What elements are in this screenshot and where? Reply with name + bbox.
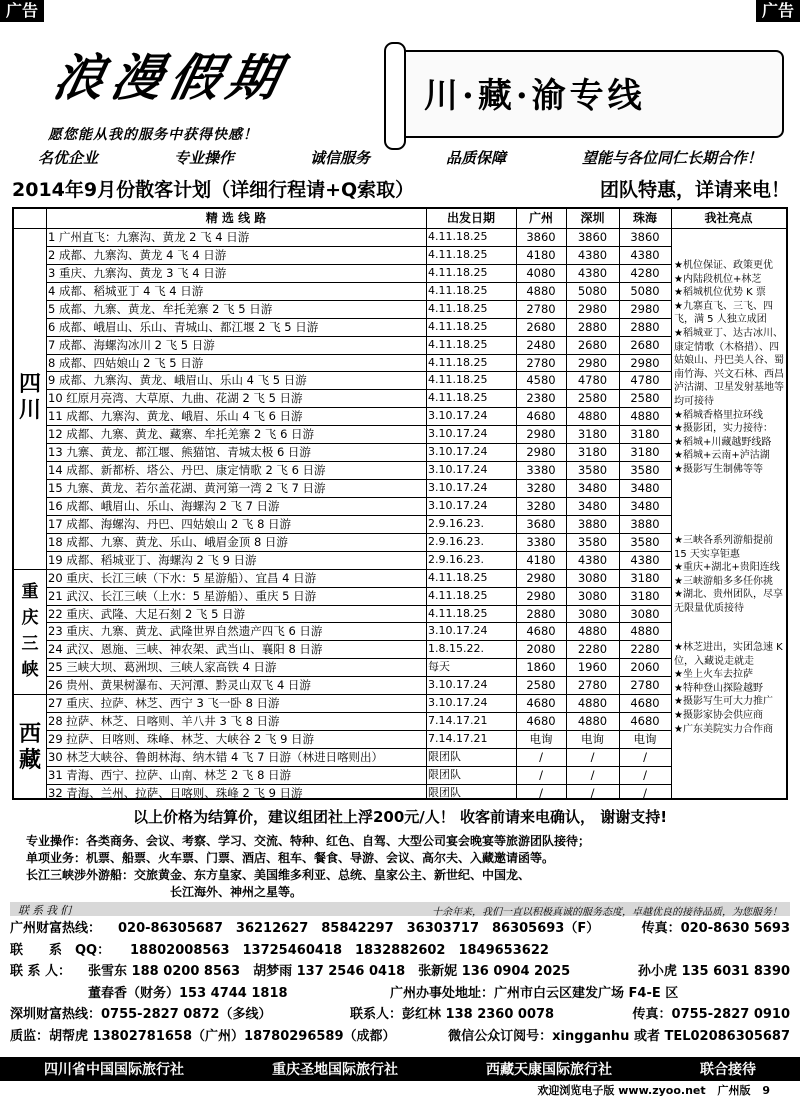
- price-note: 以上价格为结算价，建议组团社上浮200元/人！ 收客前请来电确认， 谢谢支持!: [132, 808, 668, 826]
- gz-fax: 传真：020-8630 5693: [641, 921, 790, 936]
- price-gz-cell: 2680: [526, 319, 556, 334]
- route-cell: 17 成都、海螺沟、丹巴、四姑娘山 2 飞 8 日游: [48, 516, 292, 531]
- table-row: [46, 748, 671, 766]
- highlight-item: ★摄影写生可大力推广: [674, 696, 773, 708]
- qq-numbers: 18802008563 13725460418 1832882602 1849653622: [130, 942, 549, 958]
- route-cell: 8 成都、四姑娘山 2 飞 5 日游: [48, 355, 204, 370]
- price-zh-cell: 4380: [630, 247, 660, 262]
- route-cell: 2 成都、九寨沟、黄龙 4 飞 4 日游: [48, 247, 227, 262]
- table-row: [46, 622, 671, 640]
- price-zh-cell: 2980: [630, 301, 660, 316]
- header: [0, 22, 800, 142]
- date-cell: 每天: [428, 660, 450, 674]
- highlight-item: ★湖北、贵州团队，尽享无限量优质接待: [674, 589, 783, 614]
- sz-hotline: 深圳财富热线：0755-2827 0872（多线）: [10, 1007, 272, 1022]
- ad-label-right: 广告: [756, 0, 800, 22]
- table-row: [46, 389, 671, 407]
- qq-label: 联 系 QQ：: [10, 942, 111, 958]
- table-row: [46, 784, 671, 802]
- quality-contact: 质监：胡帮虎 13802781658（广州）18780296589（成都）: [10, 1028, 396, 1044]
- route-cell: 30 林芝大峡谷、鲁朗林海、纳木错 4 飞 7 日游（林进日喀则出）: [48, 749, 384, 764]
- route-cell: 6 成都、峨眉山、乐山、青城山、都江堰 2 飞 5 日游: [48, 319, 319, 334]
- price-gz-cell: 3280: [526, 481, 556, 496]
- persons-label: 联 系 人：: [10, 964, 72, 979]
- column-divider: [46, 209, 47, 798]
- price-gz-cell: 2980: [526, 588, 556, 603]
- price-sz-cell: 3580: [577, 463, 608, 478]
- highlight-item: ★稻城机位优势 K 票: [674, 287, 766, 299]
- region-label: 重 庆 三 峡: [21, 582, 39, 681]
- price-sz-cell: 1960: [577, 660, 608, 675]
- highlight-item: ★坐上火车去拉萨: [674, 669, 753, 681]
- price-sz-cell: 3180: [577, 445, 608, 460]
- table-row: [46, 712, 671, 730]
- price-gz-cell: 4880: [526, 283, 556, 298]
- highlight-item: ★特种登山探险越野: [674, 682, 763, 694]
- price-sz-cell: 电询: [581, 732, 604, 747]
- price-sz-cell: 3480: [577, 498, 608, 513]
- gz-hotline: 020-86305687 36212627 85842297 36303717 86305693（F）: [118, 921, 600, 936]
- price-gz-cell: 2880: [526, 606, 556, 621]
- price-gz-cell: 2980: [526, 570, 556, 585]
- price-zh-cell: /: [643, 785, 647, 800]
- route-cell: 10 红原月亮湾、大草原、九曲、花湖 2 飞 5 日游: [48, 391, 303, 406]
- route-cell: 1 广州直飞：九寨沟、黄龙 2 飞 4 日游: [48, 230, 250, 244]
- price-zh-cell: 电询: [633, 732, 657, 747]
- region-label: 西 藏: [18, 721, 41, 773]
- highlight-item: ★稻城香格里拉环线: [674, 409, 763, 421]
- price-sz-cell: /: [590, 749, 595, 764]
- price-zh-cell: 2980: [630, 355, 660, 370]
- price-zh-cell: 4680: [630, 696, 660, 711]
- price-gz-cell: /: [539, 749, 543, 764]
- price-sz-cell: 5080: [577, 283, 608, 298]
- price-sz-cell: 4880: [577, 624, 608, 639]
- highlight-item: ★稻城+川藏越野线路: [674, 436, 772, 448]
- table-row: [46, 766, 671, 784]
- date-cell: 3.10.17.24: [428, 409, 488, 423]
- motto: 诚信服务: [309, 149, 370, 167]
- column-divider: [619, 209, 620, 798]
- price-zh-cell: 2880: [630, 319, 660, 334]
- price-gz-cell: 3860: [526, 230, 556, 244]
- price-gz-cell: 2980: [526, 427, 556, 442]
- price-sz-cell: 3480: [577, 481, 608, 496]
- price-sz-cell: 4380: [577, 552, 608, 567]
- plan-title: 2014年9月份散客计划（详细行程请+Q索取）: [12, 178, 415, 201]
- table-row: [46, 569, 671, 587]
- table-row: [46, 497, 671, 515]
- date-cell: 3.10.17.24: [428, 498, 488, 512]
- price-gz-cell: 2480: [526, 337, 556, 352]
- date-cell: 7.14.17.21: [428, 732, 488, 746]
- price-gz-cell: 2780: [526, 355, 556, 370]
- route-cell: 5 成都、九寨、黄龙、牟托羌寨 2 飞 5 日游: [48, 301, 273, 316]
- price-zh-cell: 3480: [630, 498, 660, 513]
- route-cell: 7 成都、海螺沟冰川 2 飞 5 日游: [48, 337, 215, 352]
- highlight-item: ★稻城+云南+泸沽湖: [674, 450, 770, 462]
- table-row: [46, 515, 671, 533]
- banner-scroll: [394, 50, 784, 138]
- price-sz-cell: 2580: [577, 391, 608, 406]
- header-divider: [14, 228, 786, 229]
- price-zh-cell: 2280: [630, 642, 660, 657]
- price-zh-cell: 4280: [630, 265, 660, 280]
- price-gz-cell: 4680: [526, 409, 556, 424]
- route-cell: 15 九寨、黄龙、若尔盖花湖、黄河第一湾 2 飞 7 日游: [48, 481, 326, 496]
- price-gz-cell: 2780: [526, 301, 556, 316]
- route-cell: 4 成都、稻城亚丁 4 飞 4 日游: [48, 283, 204, 298]
- price-sz-cell: /: [590, 767, 595, 782]
- date-cell: 3.10.17.24: [428, 696, 488, 710]
- table-row: [46, 443, 671, 461]
- price-zh-cell: 3580: [630, 534, 660, 549]
- price-sz-cell: 2780: [577, 678, 608, 693]
- region-label: 四 川: [18, 372, 41, 424]
- tour-table: [12, 207, 788, 800]
- highlights-block: [674, 641, 786, 736]
- date-cell: 3.10.17.24: [428, 427, 488, 441]
- gz-hotline-label: 广州财富热线：: [10, 921, 102, 936]
- table-row: [46, 228, 671, 246]
- price-zh-cell: 3580: [630, 463, 660, 478]
- price-sz-cell: 4380: [577, 265, 608, 280]
- price-gz-cell: 4680: [526, 714, 556, 729]
- price-zh-cell: 2060: [630, 660, 660, 675]
- table-row: [46, 640, 671, 658]
- column-divider: [671, 209, 672, 798]
- team-note: 团队特惠，详请来电！: [599, 178, 790, 201]
- table-row: [46, 371, 671, 389]
- highlight-item: ★林芝进出，实团急速 K 位，入藏说走就走: [674, 642, 783, 667]
- date-cell: 限团队: [428, 767, 461, 781]
- route-cell: 32 青海、兰州、拉萨、日喀则、珠峰 2 飞 9 日游: [48, 785, 303, 800]
- table-row: [46, 264, 671, 282]
- date-cell: 4.11.18.25: [428, 301, 488, 315]
- column-divider: [426, 209, 427, 798]
- footer-agencies: [0, 1057, 800, 1081]
- price-zh-cell: 4880: [630, 409, 660, 424]
- date-cell: 3.10.17.24: [428, 463, 488, 477]
- highlight-item: ★三峡各系列游船提前 15 天实享钜惠: [674, 535, 773, 560]
- route-cell: 14 成都、新都桥、塔公、丹巴、康定情歌 2 飞 6 日游: [48, 463, 326, 478]
- price-zh-cell: 2580: [630, 391, 660, 406]
- date-cell: 4.11.18.25: [428, 230, 488, 243]
- price-zh-cell: 3180: [630, 445, 660, 460]
- price-gz-cell: 2980: [526, 445, 556, 460]
- price-sz-cell: 3580: [577, 534, 608, 549]
- route-cell: 13 九寨、黄龙、都江堰、熊猫馆、青城太极 6 日游: [48, 445, 311, 460]
- persons: 张雪东 188 0200 8563 胡梦雨 137 2546 0418 张新妮 136 0904 2025: [88, 964, 571, 979]
- table-row: [46, 354, 671, 372]
- date-cell: 2.9.16.23.: [428, 552, 484, 566]
- banner-title: 川·藏·渝专线: [424, 76, 646, 116]
- highlights-block: [674, 259, 786, 477]
- table-row: [46, 587, 671, 605]
- highlight-item: ★机位保证、政策更优: [674, 260, 773, 271]
- motto: 品质保障: [445, 149, 506, 167]
- date-cell: 4.11.18.25: [428, 319, 488, 333]
- price-gz-cell: 4680: [526, 696, 556, 711]
- price-sz-cell: 4380: [577, 247, 608, 262]
- price-gz-cell: 3680: [526, 516, 556, 531]
- finance-contact: 董春香（财务）153 4744 1818: [88, 985, 288, 1001]
- table-row: [46, 300, 671, 318]
- motto: 望能与各位同仁长期合作！: [581, 149, 762, 167]
- price-sz-cell: 2980: [577, 355, 608, 370]
- business-line: 单项业务：机票、船票、火车票、门票、酒店、租车、餐食、导游、会议、高尔夫、入藏邀请函等。: [26, 851, 555, 865]
- price-zh-cell: 4880: [630, 624, 660, 639]
- date-cell: 4.11.18.25: [428, 337, 488, 351]
- brand-logo: 浪漫假期: [47, 48, 293, 107]
- table-row: [46, 425, 671, 443]
- price-sz-cell: 3880: [577, 516, 608, 531]
- col-header-gz: 广州: [528, 211, 553, 225]
- date-cell: 4.11.18.25: [428, 283, 488, 297]
- route-cell: 27 重庆、拉萨、林芝、西宁 3 飞一卧 8 日游: [48, 696, 280, 711]
- price-zh-cell: 2680: [630, 337, 660, 352]
- highlight-item: ★内陆段机位+林芝: [674, 273, 762, 285]
- contact-band-motto: 十余年来，我们一直以积极真诚的服务态度，卓越优良的接待品质，为您服务！: [432, 907, 782, 918]
- highlight-item: ★重庆+湖北+贵阳连线: [674, 562, 780, 574]
- table-row: [46, 461, 671, 479]
- table-row: [46, 694, 671, 712]
- table-row: [46, 407, 671, 425]
- price-sz-cell: 2880: [577, 319, 608, 334]
- price-sz-cell: 2680: [577, 337, 608, 352]
- price-sz-cell: 4880: [577, 696, 608, 711]
- agency: 西藏天康国际旅行社: [486, 1062, 612, 1078]
- price-sz-cell: 4880: [577, 409, 608, 424]
- sz-person: 联系人：彭红林 138 2360 0078: [350, 1007, 555, 1022]
- price-sz-cell: 3080: [577, 606, 608, 621]
- highlight-item: ★稻城亚丁、达古冰川、康定情歌（木格措）、四姑娘山、丹巴美人谷、蜀南竹海、兴文石林、西昌泸沽湖、卫星发射基地等均可接待: [674, 327, 784, 407]
- price-gz-cell: 3280: [526, 498, 556, 513]
- date-cell: 2.9.16.23.: [428, 516, 484, 530]
- price-gz-cell: /: [539, 767, 543, 782]
- motto: 名优企业: [37, 149, 98, 167]
- route-cell: 16 成都、峨眉山、乐山、海螺沟 2 飞 7 日游: [48, 498, 280, 513]
- price-gz-cell: 电询: [529, 732, 553, 747]
- price-gz-cell: 2080: [526, 642, 556, 657]
- highlight-item: ★广东美院实力合作商: [674, 723, 773, 735]
- route-cell: 22 重庆、武隆、大足石刻 2 飞 5 日游: [48, 606, 246, 621]
- page-number: 9: [762, 1084, 770, 1097]
- price-gz-cell: 4580: [526, 373, 556, 388]
- price-gz-cell: 4080: [526, 265, 556, 280]
- column-divider: [516, 209, 517, 798]
- date-cell: 4.11.18.25: [428, 355, 488, 369]
- price-zh-cell: 3180: [630, 588, 660, 603]
- highlight-item: ★三峡游船多多任你挑: [674, 575, 773, 587]
- agency: 重庆圣地国际旅行社: [272, 1062, 398, 1078]
- notes-section: [10, 806, 790, 901]
- route-cell: 12 成都、九寨、黄龙、藏寨、牟托羌寨 2 飞 6 日游: [48, 427, 315, 442]
- price-gz-cell: /: [539, 785, 543, 800]
- price-zh-cell: 3180: [630, 427, 660, 442]
- date-cell: 4.11.18.25: [428, 588, 488, 602]
- price-gz-cell: 2580: [526, 678, 556, 693]
- price-sz-cell: 3080: [577, 588, 608, 603]
- price-sz-cell: 4780: [577, 373, 608, 388]
- page-info: [0, 1082, 800, 1100]
- ad-label-left: 广告: [0, 0, 44, 22]
- price-zh-cell: 2780: [630, 678, 660, 693]
- site-link[interactable]: 欢迎浏览电子版 www.zyoo.net: [537, 1084, 706, 1097]
- region-divider: [14, 694, 46, 695]
- highlight-item: ★摄影家协会供应商: [674, 709, 763, 721]
- price-zh-cell: 4780: [630, 373, 660, 388]
- route-cell: 25 三峡大坝、葛洲坝、三峡人家高铁 4 日游: [48, 660, 277, 675]
- wechat: 微信公众订阅号：xingganhu 或者 TEL02086305687: [448, 1028, 790, 1044]
- person-extra: 孙小虎 135 6031 8390: [637, 964, 790, 979]
- plan-title-bar: [4, 173, 798, 203]
- price-sz-cell: 2980: [577, 301, 608, 316]
- highlight-item: ★九寨直飞、三飞、四飞，满 5 人独立成团: [674, 300, 773, 326]
- business-line: 专业操作：各类商务、会议、考察、学习、交流、特种、红色、自驾、大型公司宴会晚宴等旅游团队接待；: [26, 834, 591, 848]
- col-header-sz: 深圳: [580, 211, 605, 225]
- agency: 联合接待: [700, 1062, 756, 1078]
- price-sz-cell: 4880: [577, 714, 608, 729]
- date-cell: 限团队: [428, 785, 461, 799]
- route-cell: 31 青海、西宁、拉萨、山南、林芝 2 飞 8 日游: [48, 767, 292, 782]
- date-cell: 4.11.18.25: [428, 606, 488, 620]
- date-cell: 4.11.18.25: [428, 570, 488, 584]
- table-row: [46, 479, 671, 497]
- highlight-item: ★摄影写生制佛等等: [674, 463, 763, 475]
- price-zh-cell: 3480: [630, 481, 660, 496]
- price-zh-cell: 3080: [630, 606, 660, 621]
- contact-band-label: 联系我们: [18, 904, 74, 917]
- col-header-zh: 珠海: [632, 211, 657, 225]
- table-row: [46, 246, 671, 264]
- table-row: [46, 336, 671, 354]
- edition: 广州版: [717, 1084, 751, 1097]
- route-cell: 24 武汉、恩施、三峡、神农架、武当山、襄阳 8 日游: [48, 642, 323, 657]
- date-cell: 3.10.17.24: [428, 678, 488, 692]
- route-cell: 9 成都、九寨沟、黄龙、峨眉山、乐山 4 飞 5 日游: [48, 373, 307, 388]
- route-cell: 29 拉萨、日喀则、珠峰、林芝、大峡谷 2 飞 9 日游: [48, 732, 315, 747]
- date-cell: 3.10.17.24: [428, 481, 488, 495]
- col-header-date: 出发日期: [446, 211, 495, 225]
- price-gz-cell: 3380: [526, 463, 556, 478]
- column-divider: [566, 209, 567, 798]
- table-row: [46, 605, 671, 623]
- business-line: 长江海外、神州之星等。: [170, 885, 303, 899]
- price-sz-cell: 3860: [577, 230, 608, 244]
- region-divider: [14, 569, 46, 570]
- price-zh-cell: 4680: [630, 714, 660, 729]
- price-zh-cell: 4380: [630, 552, 660, 567]
- price-gz-cell: 4180: [526, 552, 556, 567]
- date-cell: 4.11.18.25: [428, 247, 488, 261]
- date-cell: 4.11.18.25: [428, 373, 488, 387]
- price-zh-cell: 3180: [630, 570, 660, 585]
- route-cell: 3 重庆、九寨沟、黄龙 3 飞 4 日游: [48, 265, 227, 280]
- highlights-block: [674, 534, 786, 616]
- date-cell: 7.14.17.21: [428, 714, 488, 728]
- table-row: [46, 551, 671, 569]
- price-zh-cell: /: [643, 749, 647, 764]
- table-row: [46, 318, 671, 336]
- price-sz-cell: 3080: [577, 570, 608, 585]
- sz-fax: 传真：0755-2827 0910: [632, 1007, 790, 1022]
- price-zh-cell: 5080: [630, 283, 660, 298]
- date-cell: 4.11.18.25: [428, 391, 488, 405]
- price-gz-cell: 2380: [526, 391, 556, 406]
- price-gz-cell: 3380: [526, 534, 556, 549]
- gz-office: 广州办事处地址：广州市白云区建发广场 F4-E 区: [390, 985, 679, 1001]
- price-sz-cell: /: [590, 785, 595, 800]
- table-row: [46, 730, 671, 748]
- route-cell: 26 贵州、黄果树瀑布、天河潭、黔灵山双飞 4 日游: [48, 678, 311, 693]
- contacts: [10, 918, 790, 1047]
- price-gz-cell: 4680: [526, 624, 556, 639]
- contact-band: [10, 902, 790, 916]
- route-cell: 19 成都、稻城亚丁、海螺沟 2 飞 9 日游: [48, 552, 257, 567]
- route-cell: 23 重庆、九寨、黄龙、武隆世界自然遗产四飞 6 日游: [48, 624, 323, 639]
- route-cell: 21 武汉、长江三峡（上水：5 星游船）、重庆 5 日游: [48, 588, 317, 603]
- table-row: [46, 676, 671, 694]
- route-cell: 11 成都、九寨沟、黄龙、峨眉、乐山 4 飞 6 日游: [48, 409, 303, 424]
- date-cell: 3.10.17.24: [428, 624, 488, 638]
- date-cell: 2.9.16.23.: [428, 534, 484, 548]
- motto-bar: [0, 147, 800, 168]
- price-sz-cell: 3180: [577, 427, 608, 442]
- route-cell: 18 成都、九寨、黄龙、乐山、峨眉金顶 8 日游: [48, 534, 288, 549]
- col-header-route: 精 选 线 路: [205, 211, 267, 225]
- col-header-highlights: 我社亮点: [704, 211, 753, 225]
- date-cell: 限团队: [428, 749, 461, 763]
- agency: 四川省中国国际旅行社: [44, 1062, 184, 1078]
- price-zh-cell: 3880: [630, 516, 660, 531]
- price-gz-cell: 1860: [526, 660, 556, 675]
- date-cell: 1.8.15.22.: [428, 642, 484, 656]
- slogan: 愿您能从我的服务中获得快感！: [48, 127, 258, 143]
- table-row: [46, 658, 671, 676]
- table-row: [46, 533, 671, 551]
- price-zh-cell: /: [643, 767, 647, 782]
- price-sz-cell: 2280: [577, 642, 608, 657]
- date-cell: 3.10.17.24: [428, 445, 488, 459]
- date-cell: 4.11.18.25: [428, 265, 488, 279]
- route-cell: 20 重庆、长江三峡（下水：5 星游船）、宜昌 4 日游: [48, 570, 317, 585]
- table-row: [46, 282, 671, 300]
- route-cell: 28 拉萨、林芝、日喀则、羊八井 3 飞 8 日游: [48, 714, 280, 729]
- business-line: 长江三峡涉外游船：交旅黄金、东方皇家、美国维多利亚、总统、皇家公主、新世纪、中国龙、: [26, 868, 531, 882]
- highlight-item: ★摄影团，实力接待：: [674, 423, 773, 435]
- price-zh-cell: 3860: [630, 230, 660, 244]
- price-gz-cell: 4180: [526, 247, 556, 262]
- motto: 专业操作: [173, 149, 234, 167]
